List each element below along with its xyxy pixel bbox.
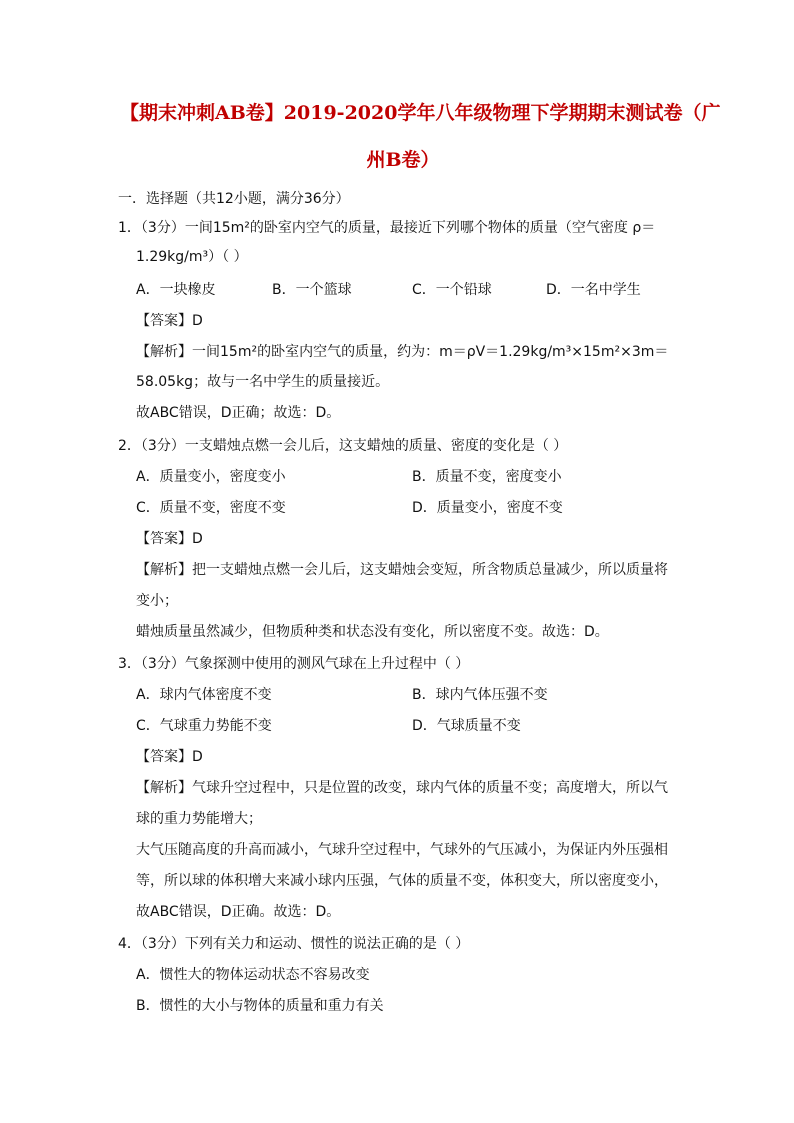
q2-option-c: C．质量不变，密度不变 — [136, 500, 286, 516]
q1-answer: 【答案】D — [136, 313, 203, 329]
q3-analysis-line2: 球的重力势能增大； — [136, 811, 262, 827]
q2-option-b: B．质量不变，密度变小 — [412, 469, 562, 485]
q2-analysis-line2: 变小； — [136, 593, 178, 609]
q3-analysis-line3: 大气压随高度的升高而减小，气球升空过程中，气球外的气压减小，为保证内外压强相 — [136, 842, 668, 858]
q2-answer: 【答案】D — [136, 531, 203, 547]
q1-option-d: D．一名中学生 — [546, 282, 641, 298]
q3-analysis-line1: 【解析】气球升空过程中，只是位置的改变，球内气体的质量不变；高度增大，所以气 — [136, 780, 668, 796]
title-line-2: 州B卷） — [366, 149, 440, 171]
q2-analysis-line1: 【解析】把一支蜡烛点燃一会儿后，这支蜡烛会变短，所含物质总量减少，所以质量将 — [136, 562, 668, 578]
q3-stem: 3．（3分）气象探测中使用的测风气球在上升过程中（ ） — [118, 656, 470, 672]
q3-option-d: D．气球质量不变 — [412, 718, 521, 734]
q4-stem: 4．（3分）下列有关力和运动、惯性的说法正确的是（ ） — [118, 936, 470, 952]
section-heading: 一．选择题（共12小题，满分36分） — [118, 191, 350, 207]
q1-stem-line1: 1．（3分）一间15m²的卧室内空气的质量，最接近下列哪个物体的质量（空气密度 ρ＝ — [118, 220, 656, 236]
q3-option-b: B．球内气体压强不变 — [412, 687, 548, 703]
q3-option-c: C．气球重力势能不变 — [136, 718, 272, 734]
title-line-1: 【期末冲刺AB卷】2019-2020学年八年级物理下学期期末测试卷（广 — [120, 102, 721, 124]
q4-option-b: B．惯性的大小与物体的质量和重力有关 — [136, 998, 384, 1014]
q4-option-a: A．惯性大的物体运动状态不容易改变 — [136, 967, 370, 983]
q1-stem-line2: 1.29kg/m³）（ ） — [136, 249, 248, 265]
q3-option-a: A．球内气体密度不变 — [136, 687, 272, 703]
q2-option-a: A．质量变小，密度变小 — [136, 469, 286, 485]
q1-analysis-line2: 58.05kg；故与一名中学生的质量接近。 — [136, 374, 390, 390]
q1-option-c: C．一个铅球 — [412, 282, 492, 298]
q2-option-d: D．质量变小，密度不变 — [412, 500, 563, 516]
q1-option-b: B．一个篮球 — [272, 282, 352, 298]
q3-analysis-line4: 等，所以球的体积增大来减小球内压强，气体的质量不变，体积变大，所以密度变小， — [136, 873, 668, 889]
q1-analysis-line3: 故ABC错误，D正确；故选：D。 — [136, 405, 341, 421]
q2-stem: 2．（3分）一支蜡烛点燃一会儿后，这支蜡烛的质量、密度的变化是（ ） — [118, 438, 568, 454]
q3-analysis-line5: 故ABC错误，D正确。故选：D。 — [136, 904, 341, 920]
q2-analysis-line3: 蜡烛质量虽然减少，但物质种类和状态没有变化，所以密度不变。故选：D。 — [136, 624, 609, 640]
q3-answer: 【答案】D — [136, 749, 203, 765]
q1-analysis-line1: 【解析】一间15m²的卧室内空气的质量，约为：m＝ρV＝1.29kg/m³×15m²×3m＝ — [136, 344, 669, 360]
q1-option-a: A．一块橡皮 — [136, 282, 216, 298]
